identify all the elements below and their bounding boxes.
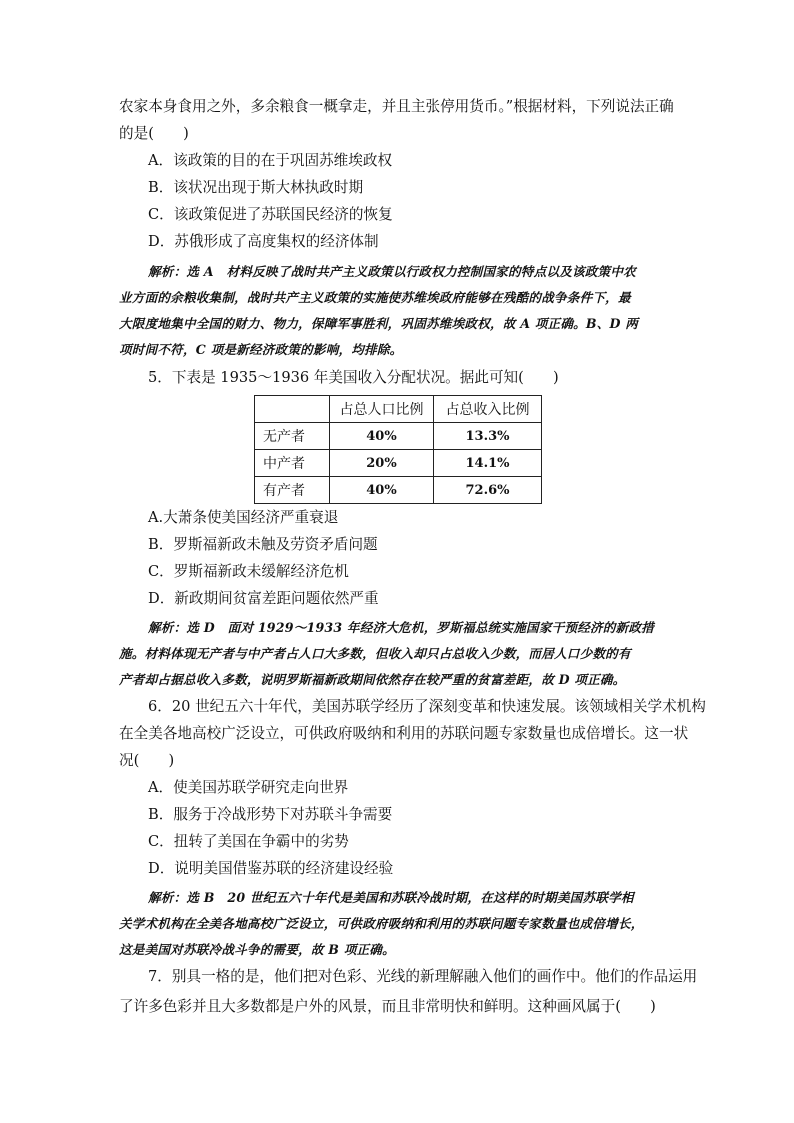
q7-stem-line-1: 7．别具一格的是，他们把对色彩、光线的新理解融入他们的画作中。他们的作品运用 [148, 968, 698, 985]
q5-option-d: D．新政期间贫富差距问题依然严重 [148, 590, 379, 607]
table-cell: 13.3% [434, 423, 542, 450]
table-cell: 20% [330, 450, 434, 477]
q4-stem-line-1: 农家本身食用之外，多余粮食一概拿走，并且主张停用货币。”根据材料，下列说法正确 [119, 98, 674, 115]
table-cell: 72.6% [434, 477, 542, 504]
q4-option-b: B．该状况出现于斯大林执政时期 [148, 179, 364, 196]
q6-option-b: B．服务于冷战形势下对苏联斗争需要 [148, 806, 393, 823]
q4-explanation-line-4: 项时间不符，C 项是新经济政策的影响，均排除。 [119, 342, 403, 357]
q6-option-c: C．扭转了美国在争霸中的劣势 [148, 833, 349, 850]
table-cell: 中产者 [255, 450, 330, 477]
q4-explanation-line-1: 解析：选 A 材料反映了战时共产主义政策以行政权力控制国家的特点以及该政策中农 [148, 264, 636, 279]
q5-explanation-line-1: 解析：选 D 面对 1929～1933 年经济大危机，罗斯福总统实施国家干预经济的新政措 [148, 620, 654, 635]
q6-stem-line-1: 6．20 世纪五六十年代，美国苏联学经历了深刻变革和快速发展。该领域相关学术机构 [148, 698, 706, 715]
q6-explanation-line-1: 解析：选 B 20 世纪五六十年代是美国和苏联冷战时期，在这样的时期美国苏联学相 [148, 890, 634, 905]
q4-option-d: D．苏俄形成了高度集权的经济体制 [148, 233, 379, 250]
q6-option-d: D．说明美国借鉴苏联的经济建设经验 [148, 860, 394, 877]
q4-stem-line-2: 的是( ) [119, 125, 189, 142]
table-row [255, 423, 542, 450]
q5-option-b: B．罗斯福新政未触及劳资矛盾问题 [148, 536, 378, 553]
income-distribution-table [254, 395, 542, 504]
q6-stem-line-2: 在全美各地高校广泛设立，可供政府吸纳和利用的苏联问题专家数量也成倍增长。这一状 [119, 725, 689, 742]
q4-explanation-line-3: 大限度地集中全国的财力、物力，保障军事胜利，巩固苏维埃政权，故 A 项正确。B、D 两 [119, 316, 639, 331]
table-cell: 无产者 [255, 423, 330, 450]
q4-explanation-line-2: 业方面的余粮收集制，战时共产主义政策的实施使苏维埃政府能够在残酷的战争条件下，最 [119, 290, 631, 305]
table-row [255, 450, 542, 477]
q5-explanation-line-3: 产者却占据总收入多数，说明罗斯福新政期间依然存在较严重的贫富差距，故 D 项正确。 [119, 672, 626, 687]
q6-explanation-line-3: 这是美国对苏联冷战斗争的需要，故 B 项正确。 [119, 942, 395, 957]
q6-stem-line-3: 况( ) [119, 752, 175, 769]
q5-stem: 5．下表是 1935～1936 年美国收入分配状况。据此可知( ) [148, 369, 559, 386]
q6-explanation-line-2: 关学术机构在全美各地高校广泛设立，可供政府吸纳和利用的苏联问题专家数量也成倍增长， [119, 916, 644, 931]
q6-option-a: A．使美国苏联学研究走向世界 [148, 779, 349, 796]
table-cell: 40% [330, 423, 434, 450]
table-cell: 14.1% [434, 450, 542, 477]
table-row [255, 477, 542, 504]
table-header-cell: 占总人口比例 [330, 396, 434, 423]
q5-option-a: A.大萧条使美国经济严重衰退 [148, 509, 339, 526]
q5-option-c: C．罗斯福新政未缓解经济危机 [148, 563, 349, 580]
table-header-row [255, 396, 542, 423]
table-header-cell [255, 396, 330, 423]
q4-option-a: A．该政策的目的在于巩固苏维埃政权 [148, 152, 393, 169]
table-cell: 40% [330, 477, 434, 504]
q7-stem-line-2: 了许多色彩并且大多数都是户外的风景，而且非常明快和鲜明。这种画风属于( ) [119, 998, 656, 1015]
q4-option-c: C．该政策促进了苏联国民经济的恢复 [148, 206, 393, 223]
q5-explanation-line-2: 施。材料体现无产者与中产者占人口大多数，但收入却只占总收入少数，而居人口少数的有 [119, 646, 631, 661]
table-header-cell: 占总收入比例 [434, 396, 542, 423]
table-cell: 有产者 [255, 477, 330, 504]
